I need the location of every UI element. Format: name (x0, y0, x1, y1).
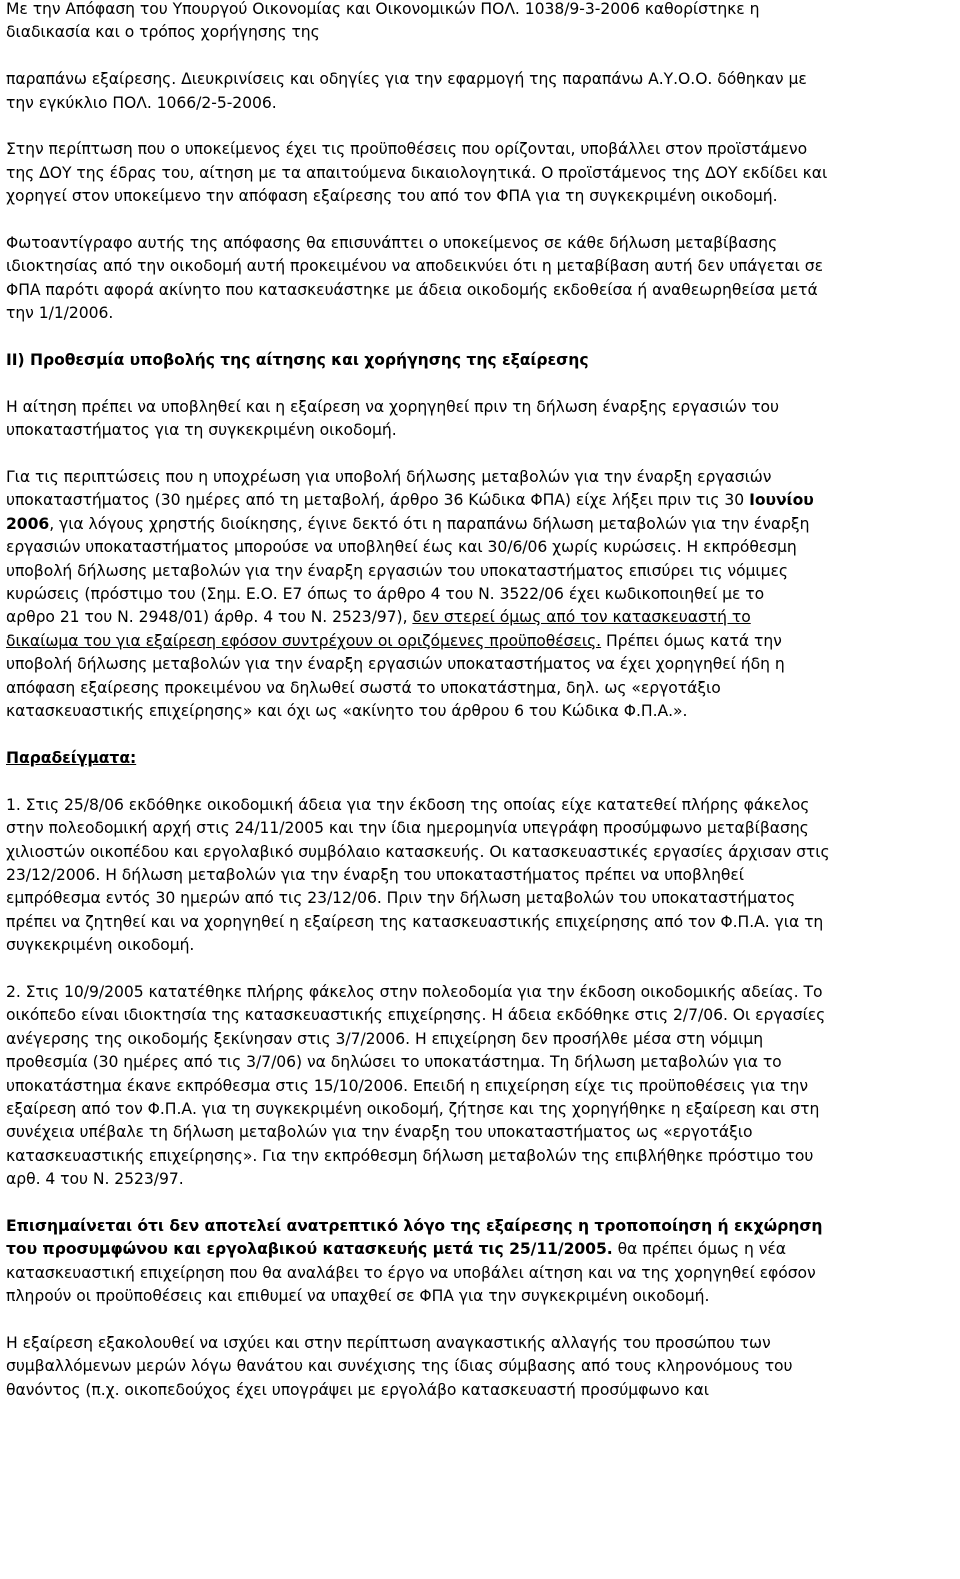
text-line: Με την Απόφαση του Υπουργού Οικονομίας και Οικονομικών ΠΟΛ. 1038/9-3-2006 καθορίστηκε η (6, 0, 760, 18)
text-line: παραπάνω εξαίρεσης. Διευκρινίσεις και οδηγίες για την εφαρμογή της παραπάνω Α.Υ.Ο.Ο. δόθηκαν με (6, 70, 807, 89)
section-heading-examples (6, 747, 954, 770)
paragraph-cases (6, 466, 954, 723)
text-line: διαδικασία και ο τρόπος χορήγησης της (6, 23, 320, 42)
paragraph-pol-1066 (6, 68, 954, 115)
example-1 (6, 794, 954, 958)
text-line: υποβολή δήλωσης μεταβολών για την έναρξη εργασιών υποκαταστήματος να έχει χορηγηθεί ήδη η (6, 655, 785, 674)
paragraph-application (6, 138, 954, 208)
text-line: προθεσμία (30 ημέρες από τις 3/7/06) να δηλώσει το υποκατάστημα. Τη δήλωση μεταβολών για το (6, 1053, 782, 1072)
text-line (6, 606, 954, 629)
text-line: την 1/1/2006. (6, 304, 114, 323)
text-line (6, 630, 954, 653)
example-2 (6, 981, 954, 1192)
text-run: , για λόγους χρηστής διοίκησης, έγινε δεκτό ότι η παραπάνω δήλωση μεταβολών για την έναρξη (49, 514, 810, 533)
text-line: χορηγεί στον υποκείμενο την απόφαση εξαίρεσης του από τον ΦΠΑ για τη συγκεκριμένη οικοδομή. (6, 187, 778, 206)
text-line: Η αίτηση πρέπει να υποβληθεί και η εξαίρεση να χορηγηθεί πριν τη δήλωση έναρξης εργασιών του (6, 397, 779, 416)
paragraph-submission (6, 396, 954, 443)
text-line: ΦΠΑ παρότι αφορά ακίνητο που κατασκευάστηκε με άδεια οικοδομής εκδοθείσα ή αναθεωρηθείσα μετά (6, 280, 818, 299)
bold-run: 2006 (6, 514, 50, 533)
text-line: την εγκύκλιο ΠΟΛ. 1066/2-5-2006. (6, 93, 277, 112)
text-line: θανόντος (π.χ. οικοπεδούχος έχει υπογράψει με εργολάβο κατασκευαστή προσύμφωνο και (6, 1380, 709, 1399)
text-line: κατασκευαστική επιχείρηση που θα αναλάβει το έργο να υποβάλει αίτηση και να της χορηγηθεί εφόσον (6, 1263, 816, 1282)
text-line: υποκατάστημα έκανε εκπρόθεσμα στις 15/10/2006. Επειδή η επιχείρηση είχε τις προϋποθέσεις για την (6, 1076, 809, 1095)
paragraph-notice (6, 1215, 954, 1309)
section-heading-deadline (6, 349, 954, 372)
text-run: αρθρο 21 του Ν. 2948/01) άρθρ. 4 του Ν. 2523/97), (6, 608, 413, 627)
text-line: υποκαταστήματος για τη συγκεκριμένη οικοδομή. (6, 421, 397, 440)
text-line: 1. Στις 25/8/06 εκδόθηκε οικοδομική άδεια για την έκδοση της οποίας είχε κατατεθεί πλήρης φάκελος (6, 795, 810, 814)
bold-run: Ιουνίου (749, 491, 814, 510)
text-line: στην πολεοδομική αρχή στις 24/11/2005 και την ίδια ημερομηνία υπεγράφη προσύμφωνο μεταβίβασης (6, 819, 809, 838)
text-line: Φωτοαντίγραφο αυτής της απόφασης θα επισυνάπτει ο υποκείμενος σε κάθε δήλωση μεταβίβασης (6, 234, 778, 253)
text-run: Πρέπει όμως κατά την (601, 631, 782, 650)
text-line: κυρώσεις (πρόστιμο του (Σημ. Ε.Ο. Ε7 όπως το άρθρο 4 του Ν. 3522/06 έχει κωδικοποιηθεί με το (6, 585, 765, 604)
text-line: εξαίρεση από τον Φ.Π.Α. για τη συγκεκριμένη οικοδομή, ζήτησε και της χορηγήθηκε η εξαίρεση και στη (6, 1099, 820, 1118)
text-line: χιλιοστών οικοπέδου και εργολαβικό συμβόλαιο κατασκευής. Οι κατασκευαστικές εργασίες άρχισαν στις (6, 842, 830, 861)
text-line: Η εξαίρεση εξακολουθεί να ισχύει και στην περίπτωση αναγκαστικής αλλαγής του προσώπου των (6, 1333, 771, 1352)
text-line: αρθ. 4 του Ν. 2523/97. (6, 1170, 184, 1189)
text-line (6, 1238, 954, 1261)
heading-text: ΙΙ) Προθεσμία υποβολής της αίτησης και χορήγησης της εξαίρεσης (6, 351, 589, 370)
text-line: συγκεκριμένη οικοδομή. (6, 936, 195, 955)
text-line: εργασιών υποκαταστήματος μπορούσε να υποβληθεί έως και 30/6/06 χωρίς κυρώσεις. Η εκπρόθεσμη (6, 538, 797, 557)
text-line: Στην περίπτωση που ο υποκείμενος έχει τις προϋποθέσεις που ορίζονται, υποβάλλει στον προϊστάμενο (6, 140, 808, 159)
text-line: πρέπει να ζητηθεί και να χορηγηθεί η εξαίρεση της κατασκευαστικής επιχείρησης από τον Φ.Π.Α. για τη (6, 912, 824, 931)
paragraph-photocopy (6, 232, 954, 326)
text-line: 2. Στις 10/9/2005 κατατέθηκε πλήρης φάκελος στην πολεοδομία για την έκδοση οικοδομικής αδείας. Το (6, 982, 823, 1001)
heading-text: Παραδείγματα: (6, 748, 137, 767)
text-line: ιδιοκτησίας από την οικοδομή αυτή προκειμένου να αποδεικνύει ότι η μεταβίβαση αυτή δεν υπάγεται σε (6, 257, 823, 276)
text-line (6, 489, 954, 512)
text-line: ανέγερσης της οικοδομής ξεκίνησαν στις 3/7/2006. Η επιχείρηση δεν προσήλθε μέσα στη νόμιμη (6, 1029, 764, 1048)
text-line: κατασκευαστικής επιχείρησης» και όχι ως «ακίνητο του άρθρου 6 του Κώδικα Φ.Π.Α.». (6, 702, 688, 721)
bold-run: του προσυμφώνου και εργολαβικού κατασκευής μετά τις 25/11/2005. (6, 1240, 613, 1259)
underlined-run: δεν στερεί όμως από τον κατασκευαστή το (412, 608, 751, 627)
text-line: Επισημαίνεται ότι δεν αποτελεί ανατρεπτικό λόγο της εξαίρεσης η τροποποίηση ή εκχώρηση (6, 1216, 823, 1235)
text-line: συμβαλλόμενων μερών λόγω θανάτου και συνέχισης της ίδιας σύμβασης από τους κληρονόμους του (6, 1357, 793, 1376)
text-line: 23/12/2006. Η δήλωση μεταβολών για την έναρξη του υποκαταστήματος πρέπει να υποβληθεί (6, 865, 745, 884)
text-line: εμπρόθεσμα εντός 30 ημερών από τις 23/12/06. Πριν την δήλωση μεταβολών του υποκαταστήματος (6, 889, 796, 908)
paragraph-continuation (6, 1332, 954, 1402)
text-line: της ΔΟΥ της έδρας του, αίτηση με τα απαιτούμενα δικαιολογητικά. Ο προϊστάμενος της ΔΟΥ εκδίδει και (6, 163, 828, 182)
text-line: κατασκευαστικής επιχείρησης». Για την εκπρόθεσμη δήλωση μεταβολών της επιβλήθηκε πρόστιμο του (6, 1146, 814, 1165)
text-line (6, 513, 954, 536)
text-line: Για τις περιπτώσεις που η υποχρέωση για υποβολή δήλωσης μεταβολών για την έναρξη εργασιών (6, 468, 772, 487)
text-line: υποβολή δήλωσης μεταβολών για την έναρξη εργασιών του υποκαταστήματος επισύρει τις νόμιμες (6, 561, 788, 580)
paragraph-pol-1038 (6, 0, 954, 45)
text-line: πληρούν οι προϋποθέσεις και επιθυμεί να υπαχθεί σε ΦΠΑ για την συγκεκριμένη οικοδομή. (6, 1287, 710, 1306)
text-line: απόφαση εξαίρεσης προκειμένου να δηλωθεί σωστά το υποκατάστημα, δηλ. ως «εργοτάξιο (6, 678, 721, 697)
text-line: συνέχεια υπέβαλε τη δήλωση μεταβολών για την έναρξη του υποκαταστήματος ως «εργοτάξιο (6, 1123, 753, 1142)
underlined-run: δικαίωμα του για εξαίρεση εφόσον συντρέχουν οι οριζόμενες προϋποθέσεις. (6, 631, 602, 650)
text-line: οικόπεδο είναι ιδιοκτησία της κατασκευαστικής επιχείρησης. Η άδεια εκδόθηκε στις 2/7/06. Οι εργασίες (6, 1006, 826, 1025)
text-run: υποκαταστήματος (30 ημέρες από τη μεταβολή, άρθρο 36 Κώδικα ΦΠΑ) είχε λήξει πριν τις 30 (6, 491, 750, 510)
text-run: θα πρέπει όμως η νέα (612, 1240, 786, 1259)
